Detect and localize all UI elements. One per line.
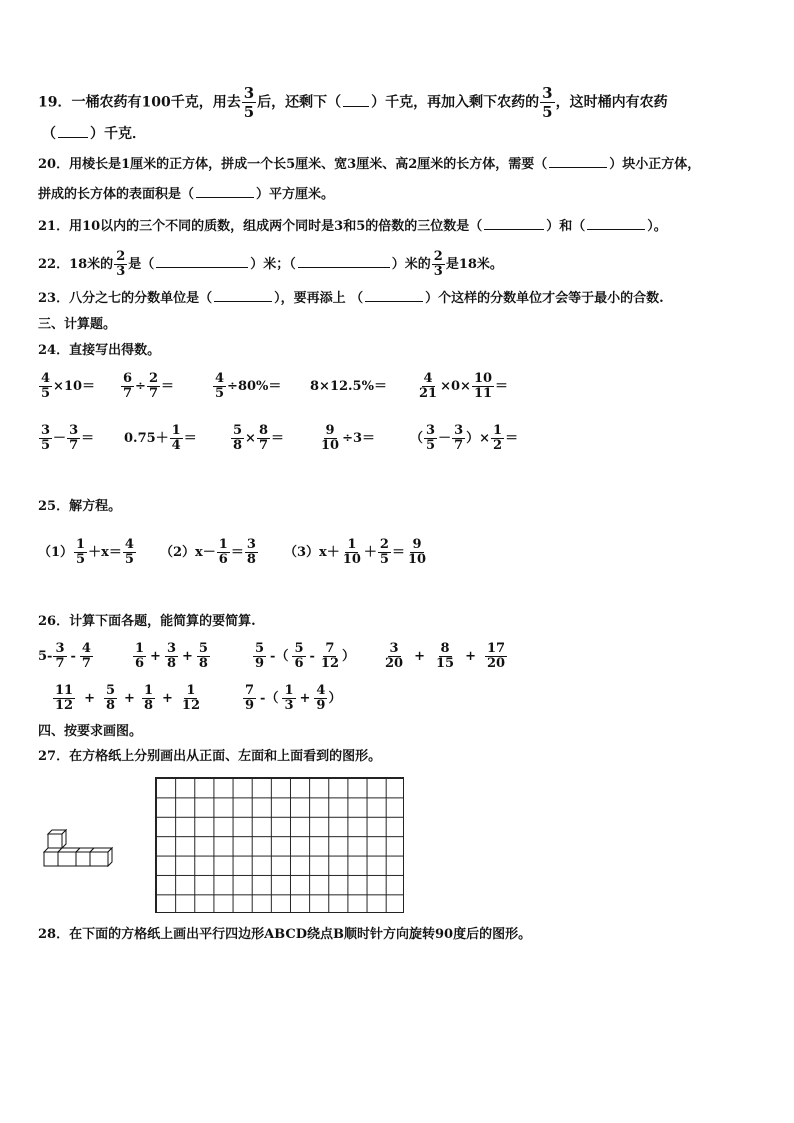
section-3-heading: 三、计算题。: [38, 317, 117, 332]
grid-paper[interactable]: [155, 777, 404, 913]
question-27: 27．在方格纸上分别画出从正面、左面和上面看到的图形。: [38, 749, 382, 764]
answer-blank[interactable]: [156, 255, 248, 268]
calc-problem: $\frac{11}{12}$ + $\frac{5}{8}$ + $\frac{1}{8}$ + $\frac{1}{12}$: [55, 683, 200, 713]
calc-item: 0.75＋ $\frac{1}{4}$ ＝: [124, 423, 197, 453]
calc-problem: 5- $\frac{3}{7}$ - $\frac{4}{7}$: [38, 641, 91, 671]
calc-item: $\frac{4}{5}$ ÷80%＝: [215, 371, 282, 401]
answer-blank[interactable]: [549, 155, 607, 168]
answer-blank[interactable]: [587, 217, 645, 230]
question-20: 20．用棱长是1厘米的正方体，拼成一个长5厘米、宽3厘米、高2厘米的长方体，需要（ ）块小正方体，: [38, 157, 701, 172]
calc-item: $\frac{3}{5}$ － $\frac{3}{7}$ ＝: [41, 423, 95, 453]
calc-item: $\frac{5}{8}$ × $\frac{8}{7}$ ＝: [233, 423, 285, 453]
equation-3: （3）x＋ $\frac{1}{10}$ ＋ $\frac{2}{5}$ ＝ $\frac{9}{10}$: [284, 537, 427, 567]
calc-item: $\frac{4}{5}$ ×10＝: [41, 371, 96, 401]
calc-item: 8×12.5%＝: [310, 379, 387, 394]
equation-1: （1） $\frac{1}{5}$ ＋x＝ $\frac{4}{5}$: [38, 537, 134, 567]
answer-blank[interactable]: [214, 289, 272, 302]
question-19: 19．一桶农药有100千克，用去 $\frac{3}{5}$ 后，还剩下（ ）千克，再加入剩下农药的 $\frac{3}{5}$ ，这时桶内有农药: [38, 84, 668, 121]
calc-item: （ $\frac{3}{5}$ － $\frac{3}{7}$ ）× $\frac{1}{2}$ ＝: [410, 423, 519, 453]
fraction: $\frac{2}{3}$: [433, 249, 443, 279]
question-26-title: 26．计算下面各题，能简算的要简算.: [38, 614, 256, 629]
calc-problem: $\frac{7}{9}$ -（ $\frac{1}{3}$ + $\frac{4}{9}$ ）: [245, 683, 342, 713]
question-24-title: 24．直接写出得数。: [38, 343, 161, 358]
calc-item: $\frac{6}{7}$ ÷ $\frac{2}{7}$ ＝: [123, 371, 175, 401]
calc-item: $\frac{9}{10}$ ÷3＝: [321, 423, 376, 453]
question-22: 22．18米的 $\frac{2}{3}$ 是（ ）米；（ ）米的 $\frac{2}{3}$ 是18米。: [38, 249, 503, 279]
answer-blank[interactable]: [58, 125, 88, 138]
cube-stack-figure: [42, 828, 118, 872]
answer-blank[interactable]: [196, 185, 254, 198]
answer-blank[interactable]: [484, 217, 544, 230]
section-4-heading: 四、按要求画图。: [38, 724, 143, 739]
answer-blank[interactable]: [365, 289, 423, 302]
question-21: 21．用10以内的三个不同的质数，组成两个同时是3和5的倍数的三位数是（ ）和（ ）。: [38, 219, 667, 234]
answer-blank[interactable]: [343, 94, 369, 107]
fraction: $\frac{3}{5}$: [243, 84, 255, 121]
question-25-title: 25．解方程。: [38, 499, 122, 514]
calc-problem: $\frac{1}{6}$ + $\frac{3}{8}$ + $\frac{5}{8}$: [135, 641, 208, 671]
calc-problem: $\frac{5}{9}$ -（ $\frac{5}{6}$ - $\frac{7}{12}$ ）: [255, 641, 356, 671]
equation-2: （2）x－ $\frac{1}{6}$ ＝ $\frac{3}{8}$: [160, 537, 256, 567]
answer-blank[interactable]: [298, 255, 390, 268]
question-23: 23．八分之七的分数单位是（ ），要再添上 （ ）个这样的分数单位才会等于最小的合数.: [38, 291, 664, 306]
calc-item: $\frac{4}{21}$ ×0× $\frac{10}{11}$ ＝: [419, 371, 509, 401]
fraction: $\frac{3}{5}$: [542, 84, 553, 121]
question-20-line2: 拼成的长方体的表面积是（ ）平方厘米。: [38, 187, 335, 202]
calc-problem: $\frac{3}{20}$ + $\frac{8}{15}$ + $\frac{17}{20}$: [385, 641, 506, 671]
question-28: 28．在下面的方格纸上画出平行四边形ABCD绕点B顺时针方向旋转90度后的图形。: [38, 927, 532, 942]
question-19-line2: （ ）千克．: [42, 126, 146, 142]
fraction: $\frac{2}{3}$: [116, 249, 126, 279]
